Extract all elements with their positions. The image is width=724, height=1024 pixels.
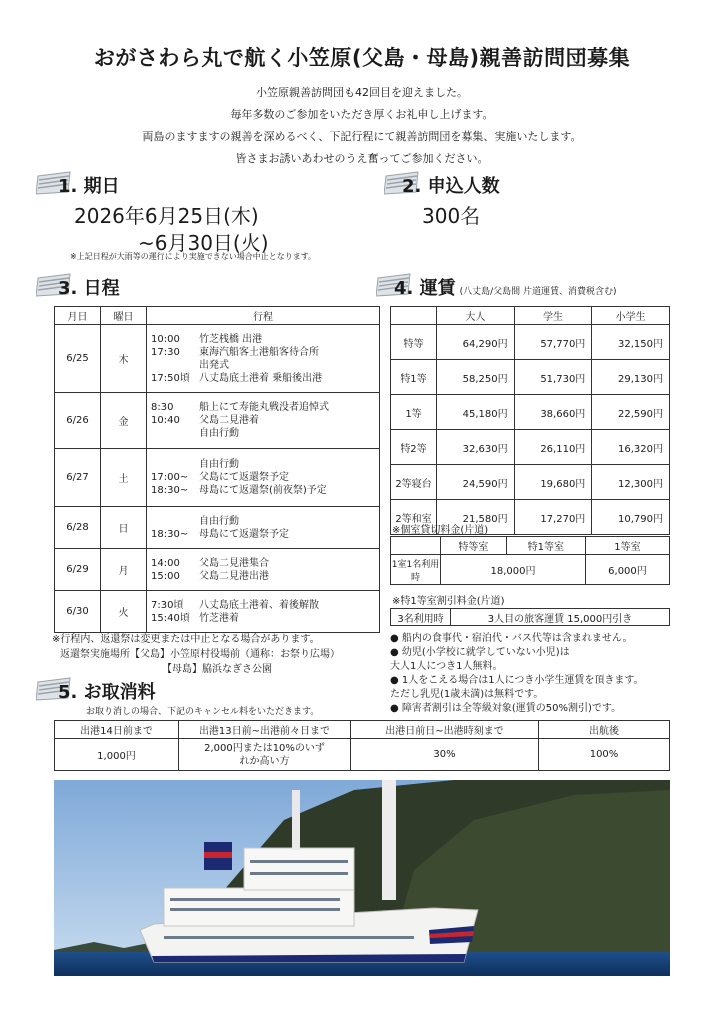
schedule-events [147,549,380,591]
table-row [391,430,670,465]
fare-child: 29,130円 [592,360,670,395]
table-row [391,555,670,585]
intro-text [60,82,664,170]
column-header [391,307,437,325]
event-text: 母島にて返還祭(前夜祭)予定 [199,485,327,496]
note-line: ● 船内の食事代・宿泊代・バス代等は含まれません。 [390,633,633,644]
table-row [55,325,380,393]
note-line: 【母島】脇浜なぎさ公園 [162,664,272,675]
fare-child: 22,590円 [592,395,670,430]
event-text: 父島二見港着 [199,415,259,426]
event-time: 15:40頃 [151,612,190,624]
room-charter-label: ※個室貸切料金(片道) [392,525,489,536]
event-text: 船上にて寿能丸戦没者追悼式 [199,402,329,413]
column-header: 行程 [147,307,380,325]
applicant-count: 300名 [422,204,481,228]
fare-child: 32,150円 [592,325,670,360]
fare-grade: 特等 [391,325,437,360]
discount-table [390,608,670,626]
fare-student: 19,680円 [514,465,592,500]
event-text: 竹芝桟橋 出港 [199,333,263,345]
column-header: 大人 [437,307,515,325]
event-text: 自由行動 [199,515,239,527]
event-text: 母島にて返還祭予定 [199,528,289,540]
event-time: 8:30 [151,402,174,413]
schedule-date: 6/26 [55,393,101,449]
section-heading-cancellation: 5. お取消料 [58,682,156,703]
fare-adult: 58,250円 [437,360,515,395]
schedule-date: 6/25 [55,325,101,393]
section-heading-applicants: 2. 申込人数 [402,176,500,197]
column-header: 曜日 [101,307,147,325]
event-text: 八丈島底土港着、着後解散 [199,599,319,611]
fare-grade: 特2等 [391,430,437,465]
fare-adult: 24,590円 [437,465,515,500]
event-time: 10:40 [151,415,180,426]
fare-grade: 特1等 [391,360,437,395]
column-header: 特等室 [441,537,507,555]
event-text: 八丈島底土港着 乗船後出港 [199,372,323,384]
section-heading-schedule: 3. 日程 [58,278,120,299]
schedule-table [54,306,380,633]
ship-photo [54,780,670,976]
event-time: 15:00 [151,570,180,582]
fare-student: 17,270円 [514,500,592,535]
fare-notes [390,632,644,716]
section-heading-period: 1. 期日 [58,176,120,197]
schedule-date: 6/29 [55,549,101,591]
event-time: 18:30~ [151,528,189,540]
schedule-day: 土 [101,449,147,507]
schedule-events [147,507,380,549]
fare-subheading: (八丈島/父島間 片道運賃、消費税含む) [459,287,617,297]
event-text: 父島にて返還祭予定 [199,472,289,483]
table-row [391,609,670,626]
event-text: 竹芝港着 [199,612,239,624]
schedule-date: 6/30 [55,591,101,633]
table-row [55,449,380,507]
fare-adult: 64,290円 [437,325,515,360]
column-header [391,537,441,555]
fare-student: 38,660円 [514,395,592,430]
discount-text: 3人目の旅客運賃 15,000円引き [451,609,670,626]
intro-line: 小笠原親善訪問団も42回目を迎えました。 [256,86,468,99]
cancellation-fee: 30% [351,739,539,771]
schedule-day: 金 [101,393,147,449]
room-value-first: 6,000円 [585,555,669,585]
event-time: 14:00 [151,557,180,569]
intro-line: 両島のますますの親善を深めるべく、下記行程にて親善訪問団を募集、実施いたします。 [142,130,582,143]
cancellation-fee: 100% [539,739,670,771]
event-time: 17:00~ [151,472,189,483]
table-row [55,393,380,449]
column-header: 特1等室 [506,537,585,555]
room-charter-table [390,536,670,585]
column-header: 出港14日前まで [55,721,179,739]
table-row [55,549,380,591]
section-heading-fare [394,274,617,300]
schedule-day: 日 [101,507,147,549]
column-header: 学生 [514,307,592,325]
fare-student: 57,770円 [514,325,592,360]
column-header: 小学生 [592,307,670,325]
schedule-day: 火 [101,591,147,633]
schedule-events [147,325,380,393]
table-row [55,507,380,549]
table-row [391,465,670,500]
cancellation-table [54,720,670,771]
event-time: 17:30 [151,346,180,358]
event-time: 17:50頃 [151,372,190,384]
column-header: 1等室 [585,537,669,555]
period-end: ~6月30日(火) [138,231,269,255]
schedule-day: 木 [101,325,147,393]
fare-student: 26,110円 [514,430,592,465]
fare-adult: 32,630円 [437,430,515,465]
table-row [55,591,380,633]
cancellation-note: お取り消しの場合、下記のキャンセル料をいただきます。 [86,707,320,717]
note-line: ● 1人をこえる場合は1人につき小学生運賃を頂きます。 [390,675,644,686]
event-text: 自由行動 [199,428,239,439]
intro-line: 皆さまお誘いあわせのうえ奮ってご参加ください。 [235,152,489,165]
event-text: 出発式 [199,359,229,371]
column-header: 月日 [55,307,101,325]
table-header-row [55,307,380,325]
event-time: 18:30~ [151,485,189,496]
note-line: ※行程内、返還祭は変更または中止となる場合があります。 [52,634,320,645]
table-row [55,739,670,771]
note-line: 返還祭実施場所【父島】小笠原村役場前（通称：お祭り広場） [60,649,340,660]
table-header-row [55,721,670,739]
table-row [391,395,670,430]
event-text: 東海汽船客土港船客待合所 [199,346,319,358]
room-row-label: 1室1名利用時 [391,555,441,585]
note-line: ● 幼児(小学校に就学していない小児)は [390,647,570,658]
note-line: ただし乳児(1歳未満)は無料です。 [390,689,544,700]
page-title: おがさわら丸で航く小笠原(父島・母島)親善訪問団募集 [93,46,631,70]
table-header-row [391,307,670,325]
event-text: 父島二見港集合 [199,557,269,569]
fare-grade: 1等 [391,395,437,430]
fare-grade: 2等和室 [391,500,437,535]
fare-heading: 4. 運賃 [394,278,456,299]
table-header-row [391,537,670,555]
fare-adult: 21,580円 [437,500,515,535]
event-text: 父島二見港出港 [199,570,269,582]
event-time: 7:30頃 [151,599,184,611]
intro-line: 毎年多数のご参加をいただき厚くお礼申し上げます。 [230,108,494,121]
period-start: 2026年6月25日(木) [74,204,259,228]
column-header: 出港日前日~出港時刻まで [351,721,539,739]
note-line: 大人1人につき1人無料。 [390,661,503,672]
table-row [391,360,670,395]
cancellation-fee: 1,000円 [55,739,179,771]
schedule-events [147,591,380,633]
fare-grade: 2等寝台 [391,465,437,500]
note-line: ● 障害者割引は全等級対象(運賃の50%割引)です。 [390,703,622,714]
schedule-events [147,393,380,449]
column-header: 出航後 [539,721,670,739]
event-text: 自由行動 [199,459,239,470]
schedule-date: 6/28 [55,507,101,549]
event-time: 10:00 [151,333,180,345]
fare-child: 12,300円 [592,465,670,500]
fare-table [390,306,670,535]
discount-label: ※特1等室割引料金(片道) [392,596,505,607]
column-header: 出港13日前~出港前々日まで [179,721,351,739]
schedule-day: 月 [101,549,147,591]
fare-student: 51,730円 [514,360,592,395]
cancellation-fee: 2,000円または10%のいずれか高い方 [179,739,351,771]
schedule-events [147,449,380,507]
fare-child: 16,320円 [592,430,670,465]
schedule-date: 6/27 [55,449,101,507]
schedule-notes [52,632,340,677]
discount-condition: 3名利用時 [391,609,451,626]
table-row [391,325,670,360]
period-note: ※上記日程が大雨等の運行により実施できない場合中止となります。 [70,252,317,261]
fare-child: 10,790円 [592,500,670,535]
fare-adult: 45,180円 [437,395,515,430]
room-value-special: 18,000円 [441,555,586,585]
